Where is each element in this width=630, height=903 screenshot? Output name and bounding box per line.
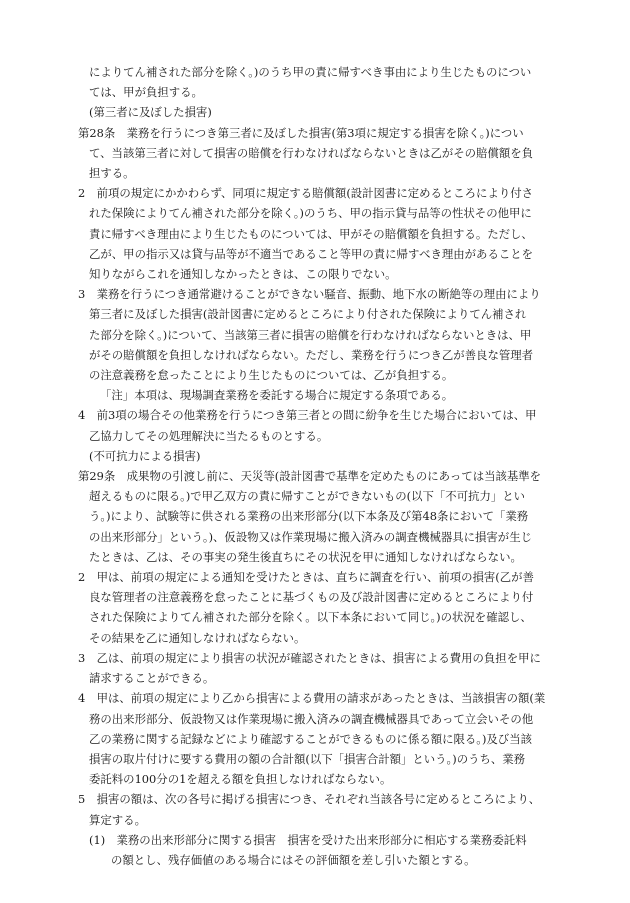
text-line: 担する。 — [89, 166, 135, 181]
text-line: 乙が、甲の指示又は貸与品等が不適当であること等甲の責に帰すべき理由があることを — [89, 246, 534, 261]
text-line: 4 前3項の場合その他業務を行うにつき第三者との間に紛争を生じた場合においては、甲 — [78, 408, 537, 423]
article-clause — [78, 466, 558, 567]
text-line: た部分を除く。)について、当該第三者に損害の賠償を行わなければならないときは、甲 — [89, 327, 532, 342]
text-line: 3 乙は、前項の規定により損害の状況が確認されたときは、損害による費用の負担を甲に — [78, 650, 541, 665]
numbered-paragraph — [78, 183, 558, 284]
text-line: 算定する。 — [89, 812, 146, 827]
document-page — [78, 62, 558, 870]
text-line: (1) 業務の出来形部分に関する損害 損害を受けた出来形部分に相応する業務委託料 — [89, 832, 527, 847]
text-line: された保険によりてん補された部分を除く。以下本条において同じ。)の状況を確認し、 — [89, 610, 532, 625]
text-line: 請求することができる。 — [89, 671, 215, 686]
text-line: 乙協力してその処理解決に当たるものとする。 — [89, 428, 329, 443]
numbered-paragraph — [78, 688, 558, 789]
text-line: 第29条 成果物の引渡し前に、天災等(設計図書で基準を定めたものにあっては当該基準を — [78, 469, 542, 484]
text-line: 乙の業務に関する記録などにより確認することができるものに係る額に限る。)及び当該 — [89, 731, 532, 746]
note-text — [78, 385, 558, 405]
text-line: (不可抗力による損害) — [89, 448, 201, 463]
article-heading — [78, 102, 558, 122]
text-line: の額とし、残存価値のある場合にはその評価額を差し引いた額とする。 — [111, 852, 476, 867]
text-line: 知りながらこれを通知しなかったときは、この限りでない。 — [89, 267, 397, 282]
text-line: によりてん補された部分を除く。)のうち甲の責に帰すべき事由により生じたものについ — [89, 65, 532, 79]
text-line: 第28条 業務を行うにつき第三者に及ぼした損害(第3項に規定する損害を除く。)につい — [78, 125, 524, 140]
text-line: 損害の取片付けに要する費用の額の合計額(以下「損害合計額」という。)のうち、業務 — [89, 751, 526, 766]
sub-item — [78, 830, 558, 870]
text-line: れた保険によりてん補された部分を除く。)のうち、甲の指示貸与品等の性状その他甲に — [89, 206, 532, 221]
text-line: の注意義務を怠ったことにより生じたものについては、乙が負担する。 — [89, 368, 454, 383]
text-line: 2 甲は、前項の規定による通知を受けたときは、直ちに調査を行い、前項の損害(乙が善 — [78, 570, 534, 585]
text-line: がその賠償額を負担しなければならない。ただし、業務を行うにつき乙が善良な管理者 — [89, 347, 534, 362]
article-clause — [78, 123, 558, 184]
text-line: 「注」本項は、現場調査業務を委託する場合に規定する条項である。 — [100, 388, 454, 403]
text-line: 第三者に及ぼした損害(設計図書に定めるところにより付された保険によりてん補され — [89, 307, 527, 322]
numbered-paragraph — [78, 405, 558, 445]
text-line: 委託料の100分の1を超える額を負担しなければならない。 — [89, 772, 392, 787]
continuation-text — [78, 62, 558, 102]
text-line: の出来形部分」という。)、仮設物又は作業現場に搬入済みの調査機械器具に損害が生じ — [89, 529, 532, 544]
article-heading — [78, 446, 558, 466]
text-line: 3 業務を行うにつき通常避けることができない騒音、振動、地下水の断絶等の理由により — [78, 287, 541, 302]
numbered-paragraph — [78, 567, 558, 648]
text-line: う。)により、試験等に供される業務の出来形部分(以下本条及び第48条において「業務 — [89, 509, 529, 524]
text-line: (第三者に及ぼした損害) — [89, 105, 212, 120]
text-line: 務の出来形部分、仮設物又は作業現場に搬入済みの調査機械器具であって立会いその他 — [89, 711, 534, 726]
text-line: ては、甲が負担する。 — [89, 85, 203, 100]
text-line: たときは、乙は、その事実の発生後直ちにその状況を甲に通知しなければならない。 — [89, 549, 522, 564]
text-line: 2 前項の規定にかかわらず、同項に規定する賠償額(設計図書に定めるところにより付さ — [78, 186, 534, 201]
text-line: その結果を乙に通知しなければならない。 — [89, 630, 306, 645]
text-line: 4 甲は、前項の規定により乙から損害による費用の請求があったときは、当該損害の額(業 — [78, 691, 546, 706]
numbered-paragraph — [78, 284, 558, 385]
numbered-paragraph — [78, 648, 558, 688]
text-line: 責に帰すべき理由により生じたものについては、甲がその賠償額を負担する。ただし、 — [89, 226, 533, 241]
numbered-paragraph — [78, 789, 558, 829]
text-line: て、当該第三者に対して損害の賠償を行わなければならないときは乙がその賠償額を負 — [89, 145, 534, 160]
text-line: 超えるものに限る。)で甲乙双方の責に帰すことができないもの(以下「不可抗力」とい — [89, 489, 526, 504]
text-line: 良な管理者の注意義務を怠ったことに基づくもの及び設計図書に定めるところにより付 — [89, 590, 534, 605]
text-line: 5 損害の額は、次の各号に掲げる損害につき、それぞれ当該各号に定めるところにより、 — [78, 792, 541, 807]
